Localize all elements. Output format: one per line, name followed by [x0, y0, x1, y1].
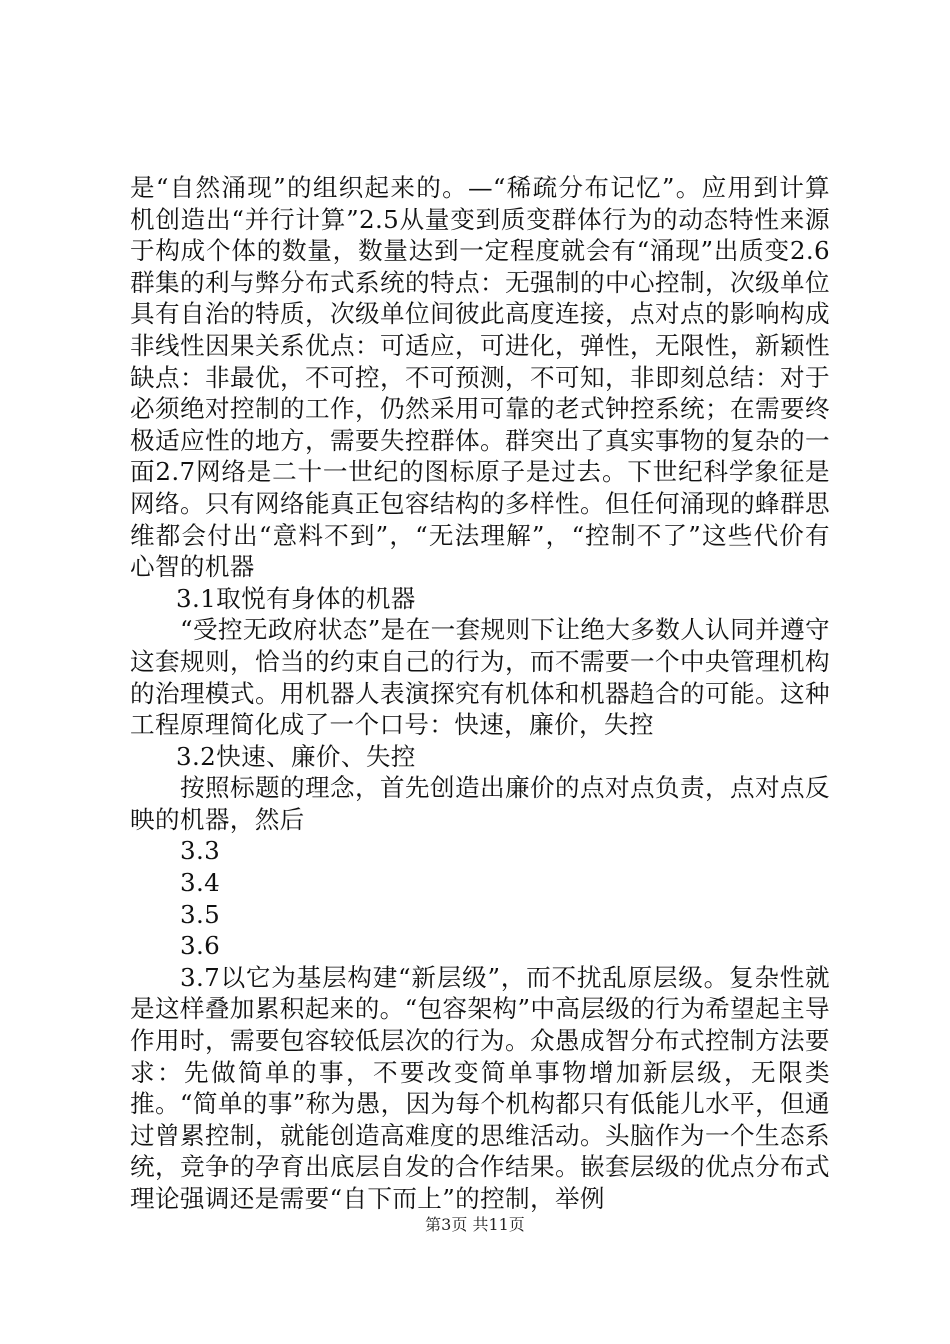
page-footer: 第3页 共11页 [425, 1215, 525, 1234]
paragraph-swarm-networks: 是“自然涌现”的组织起来的。—“稀疏分布记忆”。应用到计算机创造出“并行计算”2.5从量变到质变群体行为的动态特性来源于构成个体的数量，数量达到一定程度就会有“涌现”出质变2.6群集的利与弊分布式系统的特点：无强制的中心控制，次级单位具有自治的特质，次级单位间彼此高度连接，点对点的影响构成非线性因果关系优点：可适应，可进化，弹性，无限性，新颖性缺点：非最优，不可控，不可预测，不可知，非即刻总结：对于必须绝对控制的工作，仍然采用可靠的老式钟控系统；在需要终极适应性的地方，需要失控群体。群突出了真实事物的复杂的一面2.7网络是二十一世纪的图标原子是过去。下世纪科学象征是网络。只有网络能真正包容结构的多样性。但任何涌现的蜂群思维都会付出“意料不到”，“无法理解”，“控制不了”这些代价有心智的机器 [130, 173, 830, 582]
heading-3-1: 3.1取悦有身体的机器 [176, 583, 416, 613]
heading-3-4: 3.4 [180, 868, 221, 898]
heading-3-5: 3.5 [180, 899, 221, 929]
heading-3-3: 3.3 [180, 836, 221, 866]
paragraph-cheap-machines: 按照标题的理念，首先创造出廉价的点对点负责，点对点反映的机器，然后 [130, 773, 830, 834]
paragraph-controlled-anarchy: “受控无政府状态”是在一套规则下让绝大多数人认同并遵守这套规则，恰当的约束自己的行为，而不需要一个中央管理机构的治理模式。用机器人表演探究有机体和机器趋合的可能。这种工程原理简化成了一个口号：快速，廉价，失控 [130, 615, 830, 740]
heading-3-2: 3.2快速、廉价、失控 [176, 741, 416, 771]
paragraph-subsumption-architecture: 3.7以它为基层构建“新层级”，而不扰乱原层级。复杂性就是这样叠加累积起来的。“包容架构”中高层级的行为希望起主导作用时，需要包容较低层次的行为。众愚成智分布式控制方法要求：先做简单的事，不要改变简单事物增加新层级，无限类推。“简单的事”称为愚，因为每个机构都只有低能儿水平，但通过曾累控制，就能创造高难度的思维活动。头脑作为一个生态系统，竞争的孕育出底层自发的合作结果。嵌套层级的优点分布式理论强调还是需要“自下而上”的控制，举例 [130, 962, 830, 1213]
heading-3-6: 3.6 [180, 931, 221, 961]
document-body [130, 172, 830, 1215]
